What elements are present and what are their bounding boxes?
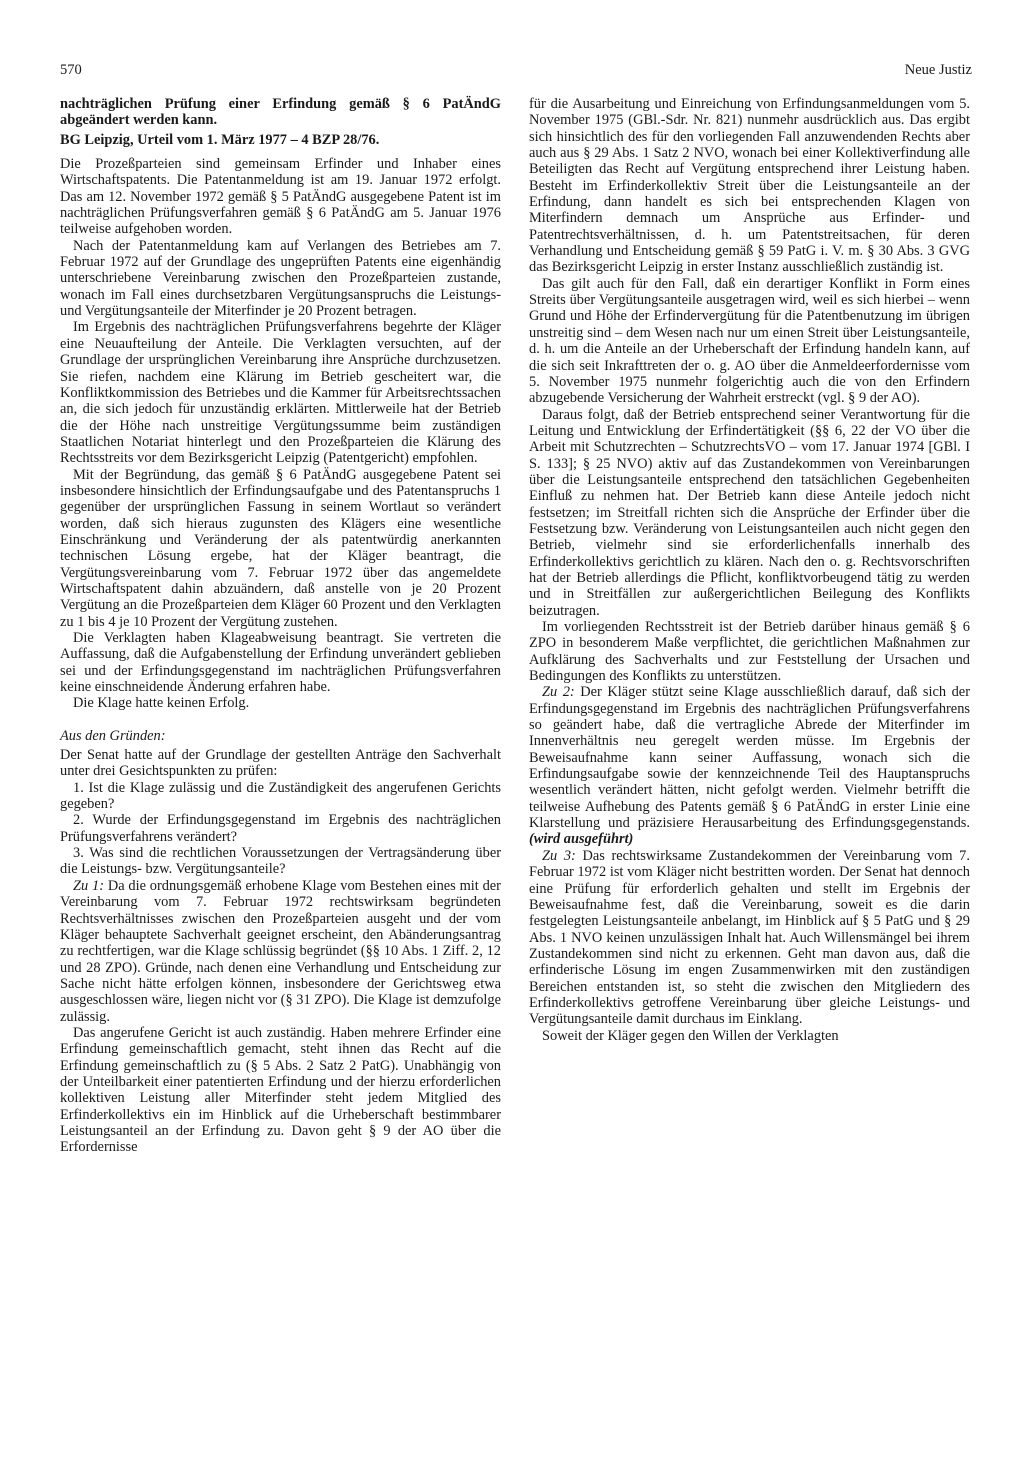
section-label: Zu 2: — [542, 684, 575, 701]
page-header — [60, 62, 972, 82]
journal-title: Neue Justiz — [904, 62, 972, 78]
paragraph-text: Der Kläger stützt seine Klage ausschließlich darauf, daß sich der Erfindungsgegenstand im Ergebnis des nachträglichen Prüfungsverfahrens so geändert habe, daß die vertragliche Abrede der Miterfinder im Innenverhältnis neu geregelt werden müsse. Im Ergebnis der Beweisaufnahme kann seiner Auffassung, wonach sich die Erfindungsaufgabe sowie der kennzeichnende Teil des Hauptanspruchs wesentlich verändert hätten, nicht gefolgt werden. Vielmehr betrifft die teilweise Aufhebung des Patents gemäß § 6 PatÄndG in erster Linie eine Klarstellung und präzisiere Herausarbeitung des Erfindungsgegenstands. — [529, 684, 970, 832]
paragraph — [529, 848, 970, 1028]
section-label: Zu 1: — [73, 877, 104, 894]
paragraph: Mit der Begründung, das gemäß § 6 PatÄndG ausgegebene Patent sei insbesondere hinsichtlich der Erfindungsaufgabe und des Patentanspruchs 1 gegenüber der ursprünglichen Fassung in seinem Wortlaut so verändert worden, daß sich hieraus zugunsten des Klägers eine wesentliche Einschränkung und Veränderung der als patentwürdig anerkannten technischen Lösung ergebe, hat der Kläger beantragt, die Vergütungsvereinbarung vom 7. Februar 1972 über das angemeldete Wirtschaftspatent dahin abzuändern, daß anstelle von je 20 Prozent Vergütung an die Prozeßparteien dem Kläger 60 Prozent und den Verklagten zu 1 bis 4 je 10 Prozent der Vergütung zustehen. — [60, 466, 501, 630]
paragraph: Die Prozeßparteien sind gemeinsam Erfinder und Inhaber eines Wirtschaftspatents. Die Patentanmeldung ist am 19. Januar 1972 erfolgt. Das am 12. November 1972 gemäß § 5 PatÄndG ausgegebene Patent ist im nachträglichen Prüfungsverfahren gemäß § 6 PatÄndG am 5. Januar 1976 teilweise aufgehoben worden. — [60, 156, 501, 238]
paragraph: Die Klage hatte keinen Erfolg. — [73, 695, 250, 712]
question-item: 2. Wurde der Erfindungsgegenstand im Ergebnis des nachträglichen Prüfungsverfahrens verändert? — [60, 812, 501, 845]
paragraph: Das angerufene Gericht ist auch zuständig. Haben mehrere Erfinder eine Erfindung gemeinschaftlich gemacht, steht ihnen das Recht auf die Erfindung gemeinschaftlich zu (§ 5 Abs. 2 Satz 2 PatG). Unabhängig von der Unteilbarkeit einer patentierten Erfindung und der hierzu erforderlichen kollektiven Leistung aller Miterfinder steht jedem Mitglied des Erfinderkollektivs ein im Hinblick auf die Urheberschaft bestimmbarer Leistungsanteil an der Erfindung zu. Davon geht § 9 der AO über die Erfordernisse — [60, 1024, 501, 1156]
page-number: 570 — [60, 62, 82, 78]
paragraph: Die Verklagten haben Klageabweisung beantragt. Sie vertreten die Auffassung, daß die Aufgabenstellung der Erfindung unverändert geblieben sei und der Erfindungsgegenstand im nachträglichen Prüfungsverfahren keine einschneidende Änderung erfahren habe. — [60, 630, 501, 696]
reasons-heading: Aus den Gründen: — [60, 727, 166, 744]
paragraph: Soweit der Kläger gegen den Willen der Verklagten — [542, 1027, 839, 1044]
paragraph: Daraus folgt, daß der Betrieb entsprechend seiner Verantwortung für die Leitung und Entwicklung der Erfindertätigkeit (§§ 6, 22 der VO über die Arbeit mit Schutzrechten – SchutzrechtsVO – vom 17. Januar 1974 [GBl. I S. 133]; § 25 NVO) aktiv auf das Zustandekommen von Vereinbarungen über die Leistungsanteile entsprechend den tatsächlichen Gegebenheiten Einfluß zu nehmen hat. Der Betrieb kann diese Anteile jedoch nicht festsetzen; im Streitfall richten sich die Ansprüche der Erfinder über die Festsetzung bzw. Veränderung von Leistungsanteilen auch nicht gegen den Betrieb, vielmehr sind sie erforderlichenfalls innerhalb des Erfinderkollektivs gerichtlich zu klären. Nach den o. g. Rechtsvorschriften hat der Betrieb allerdings die Pflicht, konfliktvorbeugend tätig zu werden und in Streitfällen zur außergerichtlichen Beilegung des Konflikts beizutragen. — [529, 406, 970, 619]
headnote: nachträglichen Prüfung einer Erfindung gemäß § 6 PatÄndG abgeändert werden kann. — [60, 96, 501, 129]
left-column — [60, 96, 501, 1156]
paragraph — [529, 684, 970, 847]
paragraph — [60, 878, 501, 1025]
paragraph: Das gilt auch für den Fall, daß ein derartiger Konflikt in Form eines Streits über Vergütungsanteile ausgetragen wird, weil es sich hierbei – wenn Grund und Höhe der Erfindervergütung für die Patentbenutzung im übrigen unstreitig sind – dem Wesen nach nur um einen Streit über Leistungsanteile, d. h. um die Anteile an der Urheberschaft der Erfindung handeln kann, auf die sich seit Inkrafttreten der o. g. AO über die Anmeldeerfordernisse vom 5. November 1975 nunmehr folgerichtig auch die von den Erfindern abzugebende Versicherung der Wahrheit erstreckt (vgl. § 9 der AO). — [529, 275, 970, 407]
right-column — [529, 96, 970, 1044]
paragraph: Im Ergebnis des nachträglichen Prüfungsverfahrens begehrte der Kläger eine Neuaufteilung der Anteile. Die Verklagten versuchten, auf der Grundlage der ursprünglichen Vereinbarung ihre Ansprüche durchzusetzen. Sie riefen, nachdem eine Klärung im Betrieb gescheitert war, die Konfliktkommission des Betriebes und die Kammer für Arbeitsrechtssachen an, die sich jedoch für unzuständig erklärten. Mittlerweile hat der Betrieb die der Höhe nach unstreitige Vergütungssumme beim zuständigen Staatlichen Notariat hinterlegt und den Prozeßparteien die Klärung des Rechtsstreits vor dem Bezirksgericht Leipzig (Patentgericht) empfohlen. — [60, 319, 501, 467]
paragraph: Nach der Patentanmeldung kam auf Verlangen des Betriebes am 7. Februar 1972 auf der Grundlage des ungeprüften Patents eine eigenhändig unterschriebene Vereinbarung zwischen den Prozeßparteien zustande, wonach im Fall eines durchsetzbaren Vergütungsanspruchs die Leistungs- und Vergütungsanteile der Miterfinder je 20 Prozent betragen. — [60, 237, 501, 320]
paragraph-text: Das rechtswirksame Zustandekommen der Vereinbarung vom 7. Februar 1972 ist vom Kläger nicht bestritten worden. Der Senat hat dennoch eine Prüfung für erforderlich gehalten und stellt im Ergebnis der Beweisaufnahme fest, daß die Vereinbarung, soweit es die darin festgelegten Leistungsanteile anbelangt, im Hinblick auf § 5 PatG und § 29 Abs. 1 NVO keinen unzulässigen Inhalt hat. Auch Willensmängel bei ihrem Zustandekommen sind nicht zu erkennen. Geht man davon aus, daß die erfinderische Lösung im engen Zusammenwirken mit den zuständigen Bereichen entstanden ist, so steht die zwischen den Mitgliedern des Erfinderkollektivs getroffene Vereinbarung über gleiche Leistungs- und Vergütungsanteile damit durchaus im Einklang. — [529, 847, 970, 1028]
paragraph: Im vorliegenden Rechtsstreit ist der Betrieb darüber hinaus gemäß § 6 ZPO in besonderem Maße verpflichtet, die gerichtlichen Maßnahmen zur Aufklärung des Sachverhalts und zur Feststellung der Ursachen und Bedingungen des Konflikts zu unterstützen. — [529, 619, 970, 685]
paragraph-text: Da die ordnungsgemäß erhobene Klage vom Bestehen eines mit der Vereinbarung vom 7. Februar 1972 rechtswirksam begründeten Rechtsverhältnisses zwischen den Prozeßparteien ausgeht und der vom Kläger behauptete Sachverhalt geeignet erscheint, den Abänderungsantrag zu rechtfertigen, war die Klage schlüssig begründet (§§ 10 Abs. 1 Ziff. 2, 12 und 28 ZPO). Gründe, nach denen eine Verhandlung und Entscheidung zur Sache nicht hätte erfolgen können, insbesondere der Gerichtsweg etwa ausgeschlossen wäre, liegen nicht vor (§ 31 ZPO). Die Klage ist demzufolge zulässig. — [60, 877, 501, 1025]
omission-note: (wird ausgeführt) — [529, 831, 634, 848]
question-item: 3. Was sind die rechtlichen Voraussetzungen der Vertragsänderung über die Leistungs- bzw. Vergütungsanteile? — [60, 845, 501, 878]
court-citation: BG Leipzig, Urteil vom 1. März 1977 – 4 BZP 28/76. — [60, 131, 380, 148]
question-item: 1. Ist die Klage zulässig und die Zuständigkeit des angerufenen Gerichts gegeben? — [60, 779, 501, 813]
section-label: Zu 3: — [542, 847, 576, 864]
paragraph: für die Ausarbeitung und Einreichung von Erfindungsanmeldungen vom 5. November 1975 (GBl.-Sdr. Nr. 821) nunmehr ausdrücklich aus. Das ergibt sich hinsichtlich des für den vorliegenden Fall anzuwendenden Rechts aber auch aus § 29 Abs. 1 Satz 2 NVO, wonach bei einer Kollektiverfindung alle Beteiligten das Recht auf Vergütung entsprechend ihrer Leistung haben. Besteht im Erfinderkollektiv Streit über die Leistungsanteile an der Erfindung, dann handelt es sich bei entsprechenden Klagen von Miterfindern demnach um Ansprüche aus Erfinder- und Patentrechtsverhältnissen, d. h. um Patentstreitsachen, für deren Verhandlung und Entscheidung gemäß § 59 PatG i. V. m. § 30 Abs. 3 GVG das Bezirksgericht Leipzig in erster Instanz ausschließlich zuständig ist. — [529, 96, 970, 276]
paragraph: Der Senat hatte auf der Grundlage der gestellten Anträge den Sachverhalt unter drei Gesichtspunkten zu prüfen: — [60, 747, 501, 780]
